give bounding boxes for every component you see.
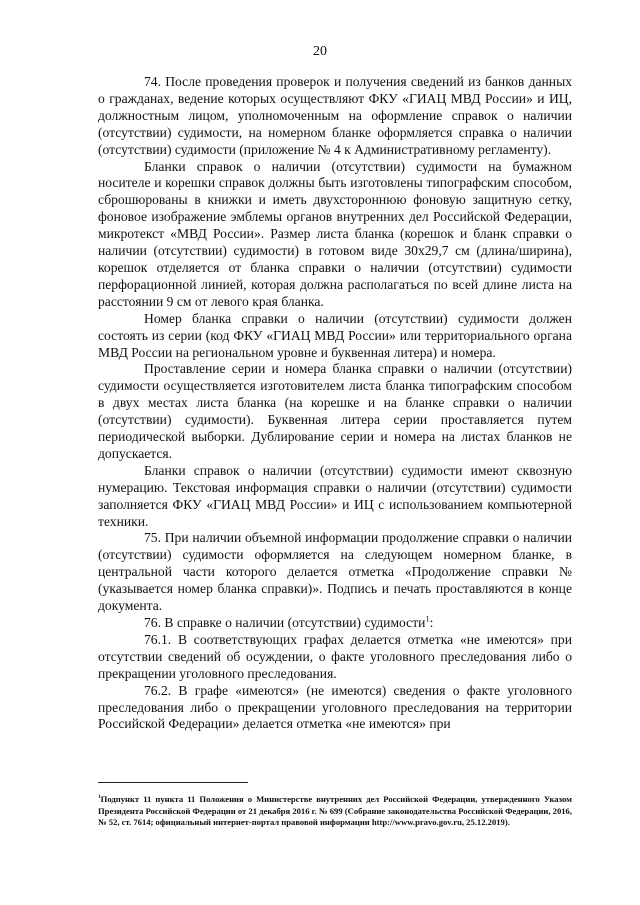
paragraph-76-1: 76.1. В соответствующих графах делается отметка «не имеются» при отсутствии сведений об осуждении, о факте уголовного преследования либо о прекращении уголовного преследования. (98, 631, 572, 681)
paragraph-form-number: Номер бланка справки о наличии (отсутствии) судимости должен состоять из серии (код ФКУ «ГИАЦ МВД России» или территориального органа МВД России на региональном уровне и буквенная литера) и номера. (98, 310, 572, 360)
paragraph-76 (98, 615, 572, 632)
footnote-divider (98, 782, 248, 783)
page-number: 20 (313, 44, 327, 59)
paragraph-series-number: Проставление серии и номера бланка справки о наличии (отсутствии) судимости осуществляется изготовителем листа бланка типографским способом в двух местах листа бланка (на корешке и на бланке справки о наличии (отсутствии) судимости). Буквенная литера серии проставляется путем периодической выборки. Дублирование серии и номера на листах бланков не допускается. (98, 361, 572, 461)
paragraph-76-2: 76.2. В графе «имеются» (не имеются) сведения о факте уголовного преследования либо о прекращении уголовного преследования на территории Российской Федерации» делается отметка «не имеются» при (98, 682, 572, 732)
footnote-reference: 1 (425, 613, 430, 624)
paragraph-blank-forms: Бланки справок о наличии (отсутствии) судимости на бумажном носителе и корешки справок должны быть изготовлены типографским способом, сброшюрованы в книжки и иметь двухстороннюю фоновую защитную сетку, фоновое изображение эмблемы органов внутренних дел Российской Федерации, микротекст «МВД России». Размер листа бланка (корешок и бланк справки о наличии (отсутствии) судимости) в готовом виде 30х29,7 см (длина/ширина), корешок отделяется от бланка справки о наличии (отсутствии) судимости перфорационной линией, которая должна располагаться по всей длине листа на расстоянии 9 см от левого края бланка. (98, 158, 572, 309)
paragraph-74: 74. После проведения проверок и получения сведений из банков данных о гражданах, ведение которых осуществляют ФКУ «ГИАЦ МВД России» и ИЦ, должностным лицом, уполномоченным на оформление справок о наличии (отсутствии) судимости, на номерном бланке оформляется справка о наличии (отсутствии) судимости (приложение № 4 к Административному регламенту). (98, 74, 572, 157)
footnote-text: Подпункт 11 пункта 11 Положения о Министерстве внутренних дел Российской Федерации, утвержденного Указом Президента Российской Федерации от 21 декабря 2016 г. № 699 (Собрание законодательства Российской Федерации, 2016, № 52, ст. 7614; официальный интернет-портал правовой информации http://www.pravo.gov.ru, 25.12.2019). (98, 794, 572, 828)
paragraph-75: 75. При наличии объемной информации продолжение справки о наличии (отсутствии) судимости оформляется на следующем номерном бланке, в центральной части которого делается отметка «Продолжение справки № (указывается номер бланка справки)». Подпись и печать проставляются в конце документа. (98, 530, 572, 614)
paragraph-76-suffix: : (429, 615, 434, 630)
paragraph-numbering: Бланки справок о наличии (отсутствии) судимости имеют сквозную нумерацию. Текстовая информация справки о наличии (отсутствии) судимости заполняется ФКУ «ГИАЦ МВД России» и ИЦ с использованием компьютерной техники. (98, 462, 572, 529)
paragraph-76-text: 76. В справке о наличии (отсутствии) судимости (144, 615, 426, 630)
footnote-mark: 1 (98, 794, 101, 801)
footnote (98, 794, 572, 829)
document-body (98, 74, 572, 733)
